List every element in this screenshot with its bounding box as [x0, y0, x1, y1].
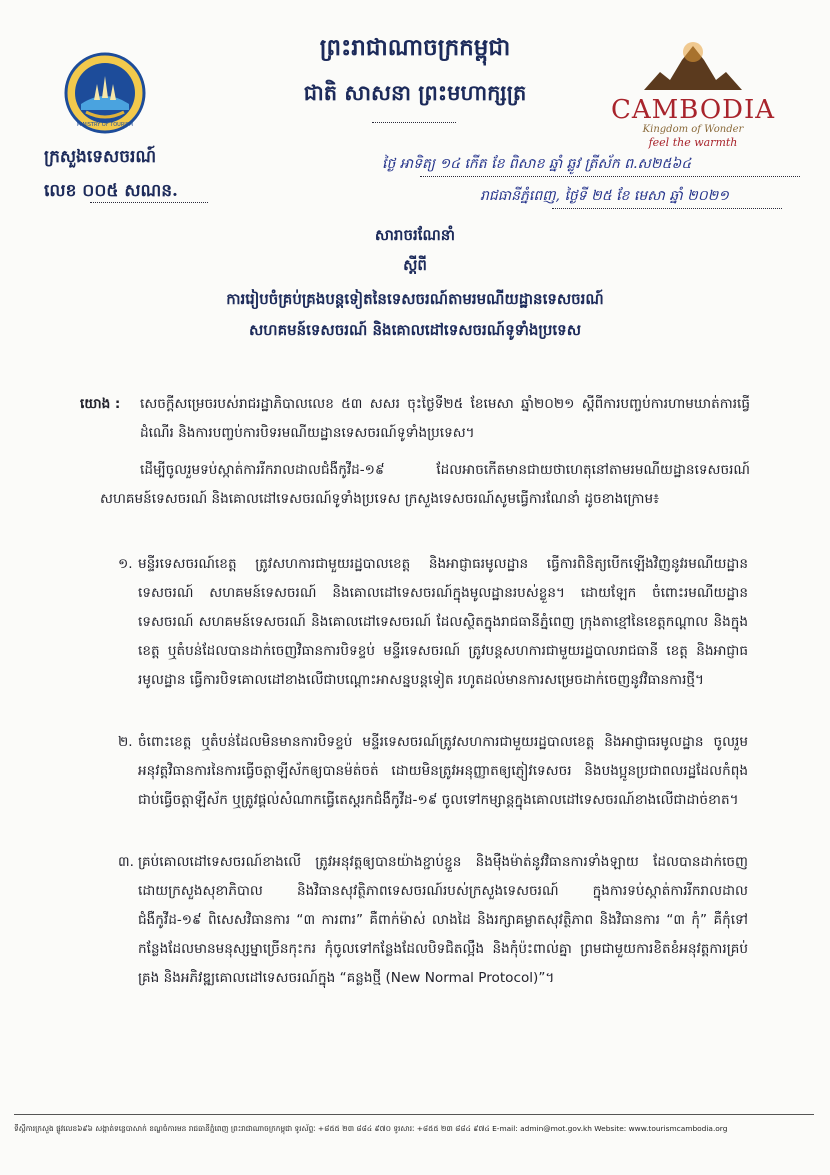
lunar-date: ថ្ងៃ អាទិត្យ ១៤ កើត ខែ ពិសាខ ឆ្នាំ ឆ្លូវ ត្រីស័ក ព.ស២៥៦៤: [382, 156, 692, 172]
reference-number: លេខ ០០៥ សណន.: [44, 181, 178, 201]
item-3-text: គ្រប់គោលដៅទេសចរណ៍ខាងលើ ត្រូវអនុវត្តឲ្យបានយ៉ាងខ្ជាប់ខ្ជួន និងម៉ឺងម៉ាត់នូវវិធានការទាំងឡាយ ដែលបានដាក់ចេញដោយក្រសួងសុខាភិបាល និងវិធានសុវត្ថិភាពទេសចរណ៍របស់ក្រសួងទេសចរណ៍ ក្នុងការទប់ស្កាត់ការរីករាលដាលជំងឺកូវីដ-១៩ ពិសេសវិធានការ “៣ ការពារ” គឺពាក់ម៉ាស់ លាងដៃ និងរក្សាគម្លាតសុវត្ថិភាព និងវិធានការ “៣ កុំ” គឺកុំទៅកន្លែងដែលមានមនុស្សម្នាច្រើនកុះករ កុំចូលទៅកន្លែងដែលបិទជិតល្អឹង និងកុំប៉ះពាល់គ្នា ព្រមជាមួយការខិតខំអនុវត្តការគ្រប់គ្រង និងអភិវឌ្ឍគោលដៅទេសចរណ៍ក្នុង “គន្លងថ្មី (New Normal Protocol)”។: [138, 854, 748, 986]
reference-text: សេចក្ដីសម្រេចរបស់រាជរដ្ឋាភិបាលលេខ ៥៣ សសរ ចុះថ្ងៃទី២៥ ខែមេសា ឆ្នាំ២០២១ ស្ដីពីការបញ្ចប់ការហាមឃាត់ការធ្វើដំណើរ និងការបញ្ចប់ការបិទរមណីយដ្ឋានទេសចរណ៍ទូទាំងប្រទេស។: [140, 396, 750, 441]
kingdom-heading: ព្រះរាជាណាចក្រកម្ពុជា: [319, 34, 511, 61]
subject-word: ស្ដីពី: [403, 256, 427, 274]
intro-paragraph: ដើម្បីចូលរួមទប់ស្កាត់ការរីករាលដាលជំងឺកូវីដ-១៩ ដែលអាចកើតមានជាយថាហេតុនៅតាមរមណីយដ្ឋានទេសចរណ៍ សហគមន៍ទេសចរណ៍ និងគោលដៅទេសចរណ៍ទូទាំងប្រទេស ក្រសួងទេសចរណ៍សូមធ្វើការណែនាំ ដូចខាងក្រោម៖: [100, 462, 750, 507]
lunar-date-underline: [420, 176, 800, 177]
reference-label: យោង :: [80, 396, 121, 412]
ministry-seal-logo: [64, 52, 146, 134]
motto-underline: [372, 122, 456, 123]
brand-name: CAMBODIA: [610, 95, 776, 125]
brand-tagline-warmth: feel the warmth: [648, 136, 738, 149]
temple-icon: [604, 42, 782, 92]
document-type: សារាចរណែនាំ: [374, 226, 456, 244]
brand-tagline-kingdom: Kingdom of Wonder: [642, 124, 744, 135]
footer-rule: [14, 1114, 814, 1115]
ref-number-underline: [90, 202, 208, 203]
subject-line-2: សហគមន៍ទេសចរណ៍ និងគោលដៅទេសចរណ៍ទូទាំងប្រទេស: [249, 321, 581, 339]
issue-date-underline: [552, 208, 782, 209]
item-2-text: ចំពោះខេត្ត ឬតំបន់ដែលមិនមានការបិទខ្ទប់ មន្ទីរទេសចរណ៍ត្រូវសហការជាមួយរដ្ឋបាលខេត្ត និងអាជ្ញាធរមូលដ្ឋាន ចូលរួមអនុវត្តវិធានការនៃការធ្វើចត្តាឡីស័កឲ្យបានម៉ត់ចត់ ដោយមិនត្រូវអនុញ្ញាតឲ្យភ្ញៀវទេសចរ និងបងប្អូនប្រជាពលរដ្ឋដែលកំពុងជាប់ធ្វើចត្តាឡីស័ក ឬត្រូវផ្ដល់សំណាកធ្វើតេស្តរកជំងឺកូវីដ-១៩ ចូលទៅកម្សាន្តក្នុងគោលដៅទេសចរណ៍ខាងលើជាដាច់ខាត។: [138, 734, 748, 808]
issue-date: រាជធានីភ្នំពេញ, ថ្ងៃទី ២៥ ខែ មេសា ឆ្នាំ ២០២១: [480, 188, 729, 204]
footer-contact: ទីស្តីការក្រសួង ផ្លូវលេខ៦៩៦ សង្កាត់ទន្លេបាសាក់ ខណ្ឌចំការមន រាជធានីភ្នំពេញ ព្រះរាជាណាចក្រកម្ពុជា ទូរស័ព្ទៈ +៨៥៥ ២៣ ៨៨៤ ៩៧០ ទូរសារៈ +៨៥៥ ២៣ ៨៨៤ ៩៧៤ E-mail: admin@mot.gov.kh Website: www.tourismcambodia.org: [14, 1124, 728, 1133]
cambodia-brand-logo: [604, 42, 782, 149]
ministry-name: ក្រសួងទេសចរណ៍: [44, 147, 157, 167]
item-1-text: មន្ទីរទេសចរណ៍ខេត្ត ត្រូវសហការជាមួយរដ្ឋបាលខេត្ត និងអាជ្ញាធរមូលដ្ឋាន ធ្វើការពិនិត្យបើកឡើងវិញនូវរមណីយដ្ឋានទេសចរណ៍ សហគមន៍ទេសចរណ៍ និងគោលដៅទេសចរណ៍ក្នុងមូលដ្ឋានរបស់ខ្លួន។ ដោយឡែក ចំពោះរមណីយដ្ឋានទេសចរណ៍ សហគមន៍ទេសចរណ៍ និងគោលដៅទេសចរណ៍ ដែលស្ថិតក្នុងរាជធានីភ្នំពេញ ក្រុងតាខ្មៅនៃខេត្តកណ្ដាល និងក្នុងខេត្ត ឬតំបន់ដែលបានដាក់ចេញវិធានការបិទខ្ទប់ មន្ទីរទេសចរណ៍ ត្រូវបន្តសហការជាមួយរដ្ឋបាលរាជធានី ខេត្ត និងអាជ្ញាធរមូលដ្ឋាន ធ្វើការបិទគោលដៅខាងលើជាបណ្ដោះអាសន្នបន្តទៀត រហូតដល់មានការសម្រេចដាក់ចេញនូវវិធានការថ្មី។: [138, 556, 748, 688]
item-2-number: ២.: [118, 734, 133, 750]
item-1-number: ១.: [118, 556, 133, 572]
seal-caption: MINISTRY OF TOURISM: [76, 122, 134, 128]
subject-line-1: ការរៀបចំគ្រប់គ្រងបន្តទៀតនៃទេសចរណ៍តាមរមណីយដ្ឋានទេសចរណ៍: [226, 290, 604, 308]
national-motto: ជាតិ សាសនា ព្រះមហាក្សត្រ: [303, 80, 527, 105]
item-3-number: ៣.: [118, 854, 134, 870]
